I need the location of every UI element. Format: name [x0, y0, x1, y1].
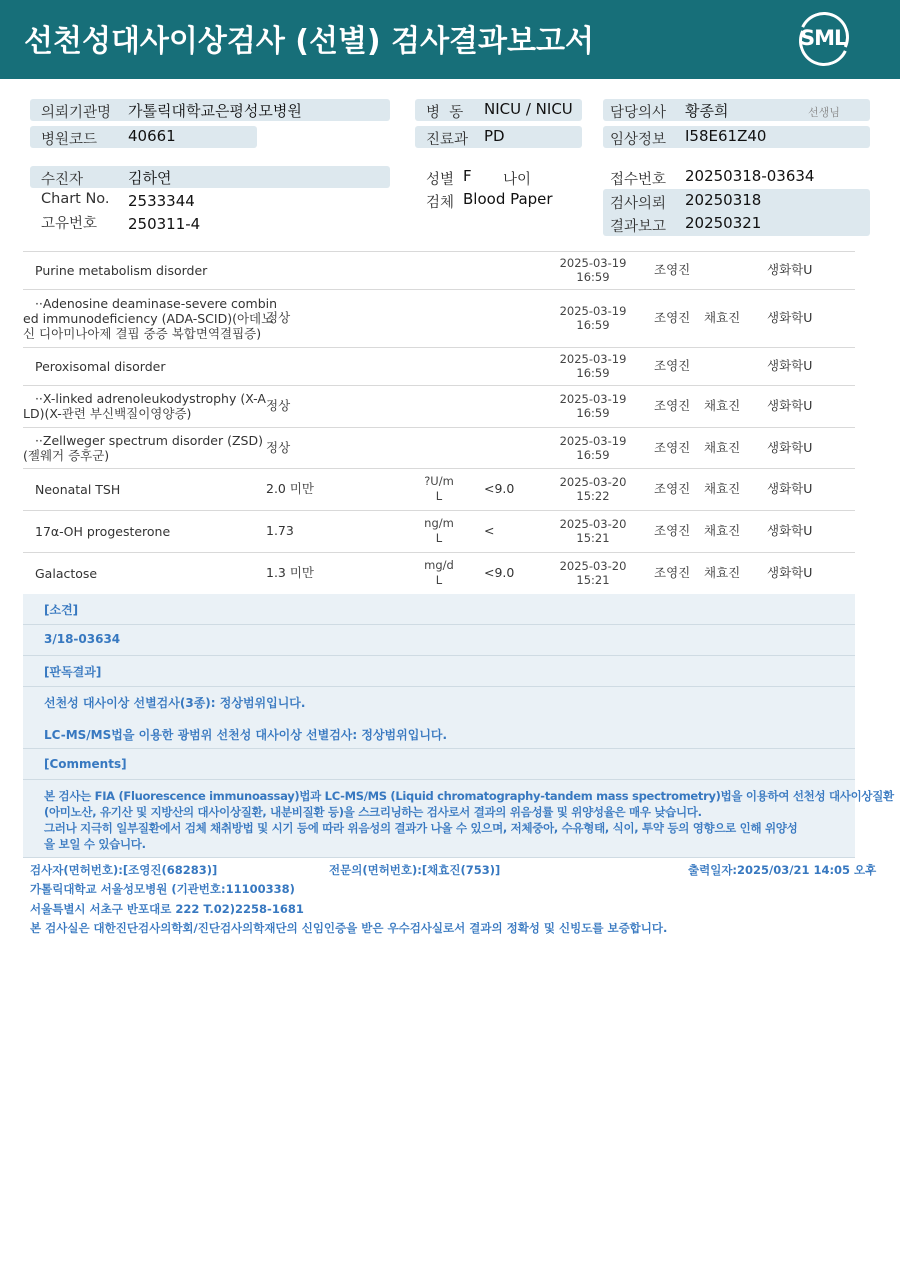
result-value: 2.0 미만 — [266, 481, 315, 496]
result-value: 정상 — [266, 398, 291, 413]
test-name: Purine metabolism disorder — [35, 262, 208, 278]
chart-label: Chart No. — [41, 191, 110, 207]
ward-value: NICU / NICU — [484, 100, 573, 118]
unit-line: ?U/m — [424, 474, 454, 488]
reference-range: < — [484, 523, 495, 538]
row-divider — [23, 427, 855, 428]
test-name: ed immunodeficiency (ADA-SCID)(아데노 — [23, 310, 274, 326]
result-value: 정상 — [266, 439, 291, 455]
comment-line: (아미노산, 유기산 및 지방산의 대사이상질환, 내분비질환 등)을 스크리닝하는 검사로서 결과의 위음성률 및 위양성율은 매우 낮습니다. — [44, 805, 702, 819]
department: 생화학U — [767, 439, 813, 455]
divider — [23, 748, 855, 749]
report-title: 선천성대사이상검사 (선별) 검사결과보고서 — [24, 24, 594, 59]
result-date: 2025-03-19 — [559, 304, 627, 318]
institution-value: 가톨릭대학교은평성모병원 — [128, 102, 302, 120]
row-divider — [23, 468, 855, 469]
tester-name: 조영진 — [654, 262, 691, 277]
department: 생화학U — [767, 358, 813, 373]
sml-logo — [796, 12, 854, 66]
footer-expert: 전문의(면허번호):[채효진(753)] — [329, 863, 501, 877]
sex-label: 성별 — [426, 172, 455, 188]
test-name: 신 디아미나아제 결핍 중증 복합면역결핍증) — [23, 325, 262, 341]
footer-address: 서울특별시 서초구 반포대로 222 T.02)2258-1681 — [30, 902, 304, 916]
reviewer-name: 채효진 — [704, 523, 741, 538]
report-value: 20250321 — [685, 214, 762, 232]
comment-line: 을 보일 수 있습니다. — [44, 837, 146, 851]
tester-name: 조영진 — [654, 439, 691, 455]
result-date: 2025-03-19 — [559, 256, 627, 270]
reviewer-name: 채효진 — [704, 439, 741, 455]
reviewer-name: 채효진 — [704, 565, 741, 580]
department: 생화학U — [767, 262, 813, 277]
unique-value: 250311-4 — [128, 215, 201, 233]
row-divider — [23, 385, 855, 386]
footer-printed: 출력일자:2025/03/21 14:05 오후 — [688, 863, 877, 877]
table-top-border — [23, 251, 855, 252]
patient-label: 수진자 — [41, 172, 84, 188]
footer-tester: 검사자(면허번호):[조영진(68283)] — [30, 863, 218, 877]
logo-text: SML — [800, 26, 847, 50]
department: 생화학U — [767, 565, 813, 580]
result-time: 16:59 — [576, 447, 610, 462]
unit-line: ng/m — [424, 516, 454, 530]
report-header — [0, 0, 900, 79]
result-time: 16:59 — [576, 270, 610, 284]
test-name: Neonatal TSH — [35, 481, 121, 497]
ward-label: 병 동 — [426, 105, 464, 121]
test-name: (젤웨거 증후군) — [23, 447, 110, 463]
reviewer-name: 채효진 — [704, 398, 741, 413]
tester-name: 조영진 — [654, 398, 691, 413]
specimen-label: 검체 — [426, 195, 455, 211]
result-time: 15:21 — [576, 531, 610, 545]
judgement-line-1: 선천성 대사이상 선별검사(3종): 정상범위입니다. — [44, 696, 306, 710]
row-divider — [23, 510, 855, 511]
divider — [23, 857, 855, 858]
unit-line: mg/d — [424, 558, 454, 572]
specimen-value: Blood Paper — [463, 190, 553, 208]
comment-line: 그러나 지극히 일부질환에서 검체 채취방법 및 시기 등에 따라 위음성의 결과가 나올 수 있으며, 저체중아, 수유형태, 식이, 투약 등의 영향으로 인해 위양성 — [44, 821, 798, 835]
institution-label: 의뢰기관명 — [41, 105, 112, 121]
judgement-line-2: LC-MS/MS법을 이용한 광범위 선천성 대사이상 선별검사: 정상범위입니다. — [44, 728, 448, 742]
doctor-value: 황종희 — [685, 102, 729, 120]
unit-line: L — [435, 573, 443, 587]
tester-name: 조영진 — [654, 310, 691, 325]
result-date: 2025-03-19 — [559, 392, 627, 406]
result-date: 2025-03-20 — [559, 517, 627, 531]
divider — [23, 779, 855, 780]
footer-certification: 본 검사실은 대한진단검사의학회/진단검사의학재단의 신임인증을 받은 우수검사실로서 결과의 정확성 및 신빙도를 보증합니다. — [30, 921, 668, 935]
tester-name: 조영진 — [654, 481, 691, 496]
dept-value: PD — [484, 127, 505, 145]
result-date: 2025-03-20 — [559, 475, 627, 489]
result-time: 16:59 — [576, 406, 610, 420]
reference-range: <9.0 — [484, 481, 515, 496]
receipt-value: 20250318-03634 — [685, 167, 815, 185]
department: 생화학U — [767, 523, 813, 538]
unique-label: 고유번호 — [41, 216, 98, 232]
request-value: 20250318 — [685, 191, 762, 209]
report-label: 결과보고 — [610, 219, 667, 235]
divider — [23, 624, 855, 625]
reference-range: <9.0 — [484, 565, 515, 580]
test-name: Galactose — [35, 565, 98, 581]
result-value: 정상 — [266, 310, 291, 325]
result-date: 2025-03-19 — [559, 433, 627, 448]
result-date: 2025-03-20 — [559, 559, 627, 573]
judgement-heading: [판독결과] — [44, 665, 102, 679]
age-label: 나이 — [503, 172, 532, 188]
patient-value: 김하연 — [128, 169, 172, 187]
comments-heading: [Comments] — [44, 757, 127, 771]
receipt-label: 접수번호 — [610, 172, 667, 188]
department: 생화학U — [767, 481, 813, 496]
result-time: 16:59 — [576, 318, 610, 332]
reviewer-name: 채효진 — [704, 310, 741, 325]
test-name: ··X-linked adrenoleukodystrophy (X-A — [27, 391, 266, 406]
doctor-label: 담당의사 — [610, 105, 667, 121]
department: 생화학U — [767, 398, 813, 413]
result-time: 15:21 — [576, 573, 610, 587]
dept-label: 진료과 — [426, 132, 469, 148]
result-time: 16:59 — [576, 366, 610, 380]
patient-bar — [30, 166, 390, 188]
clinical-value: I58E61Z40 — [685, 127, 767, 145]
tester-name: 조영진 — [654, 523, 691, 538]
reviewer-name: 채효진 — [704, 481, 741, 496]
result-value: 1.3 미만 — [266, 565, 315, 580]
clinical-label: 임상정보 — [610, 132, 667, 148]
findings-number: 3/18-03634 — [44, 632, 121, 646]
chart-value: 2533344 — [128, 192, 195, 210]
hospital-code-label: 병원코드 — [41, 132, 98, 148]
test-name: LD)(X-관련 부신백질이영양증) — [23, 406, 192, 421]
test-name: ··Zellweger spectrum disorder (ZSD) — [27, 432, 263, 448]
unit-line: L — [435, 489, 443, 503]
row-divider — [23, 552, 855, 553]
unit-line: L — [435, 531, 443, 545]
hospital-code-value: 40661 — [128, 127, 176, 145]
footer-lab: 가톨릭대학교 서울성모병원 (기관번호:11100338) — [30, 882, 295, 896]
result-value: 1.73 — [266, 523, 294, 538]
row-divider — [23, 347, 855, 348]
test-name: Peroxisomal disorder — [35, 358, 166, 374]
doctor-suffix: 선생님 — [808, 106, 840, 119]
tester-name: 조영진 — [654, 565, 691, 580]
test-name: ··Adenosine deaminase-severe combin — [27, 295, 278, 311]
request-label: 검사의뢰 — [610, 196, 667, 212]
row-divider — [23, 289, 855, 290]
department: 생화학U — [767, 310, 813, 325]
divider — [23, 686, 855, 687]
tester-name: 조영진 — [654, 358, 691, 373]
result-date: 2025-03-19 — [559, 352, 627, 366]
findings-heading: [소견] — [44, 603, 79, 617]
comment-line: 본 검사는 FIA (Fluorescence immunoassay)법과 LC-MS/MS (Liquid chromatography-tandem mass spectrometry)법을 이용하여 선천성 대사이상질환 — [44, 789, 894, 803]
sex-value: F — [463, 167, 472, 185]
test-name: 17α-OH progesterone — [35, 523, 171, 539]
result-time: 15:22 — [576, 489, 610, 503]
divider — [23, 655, 855, 656]
